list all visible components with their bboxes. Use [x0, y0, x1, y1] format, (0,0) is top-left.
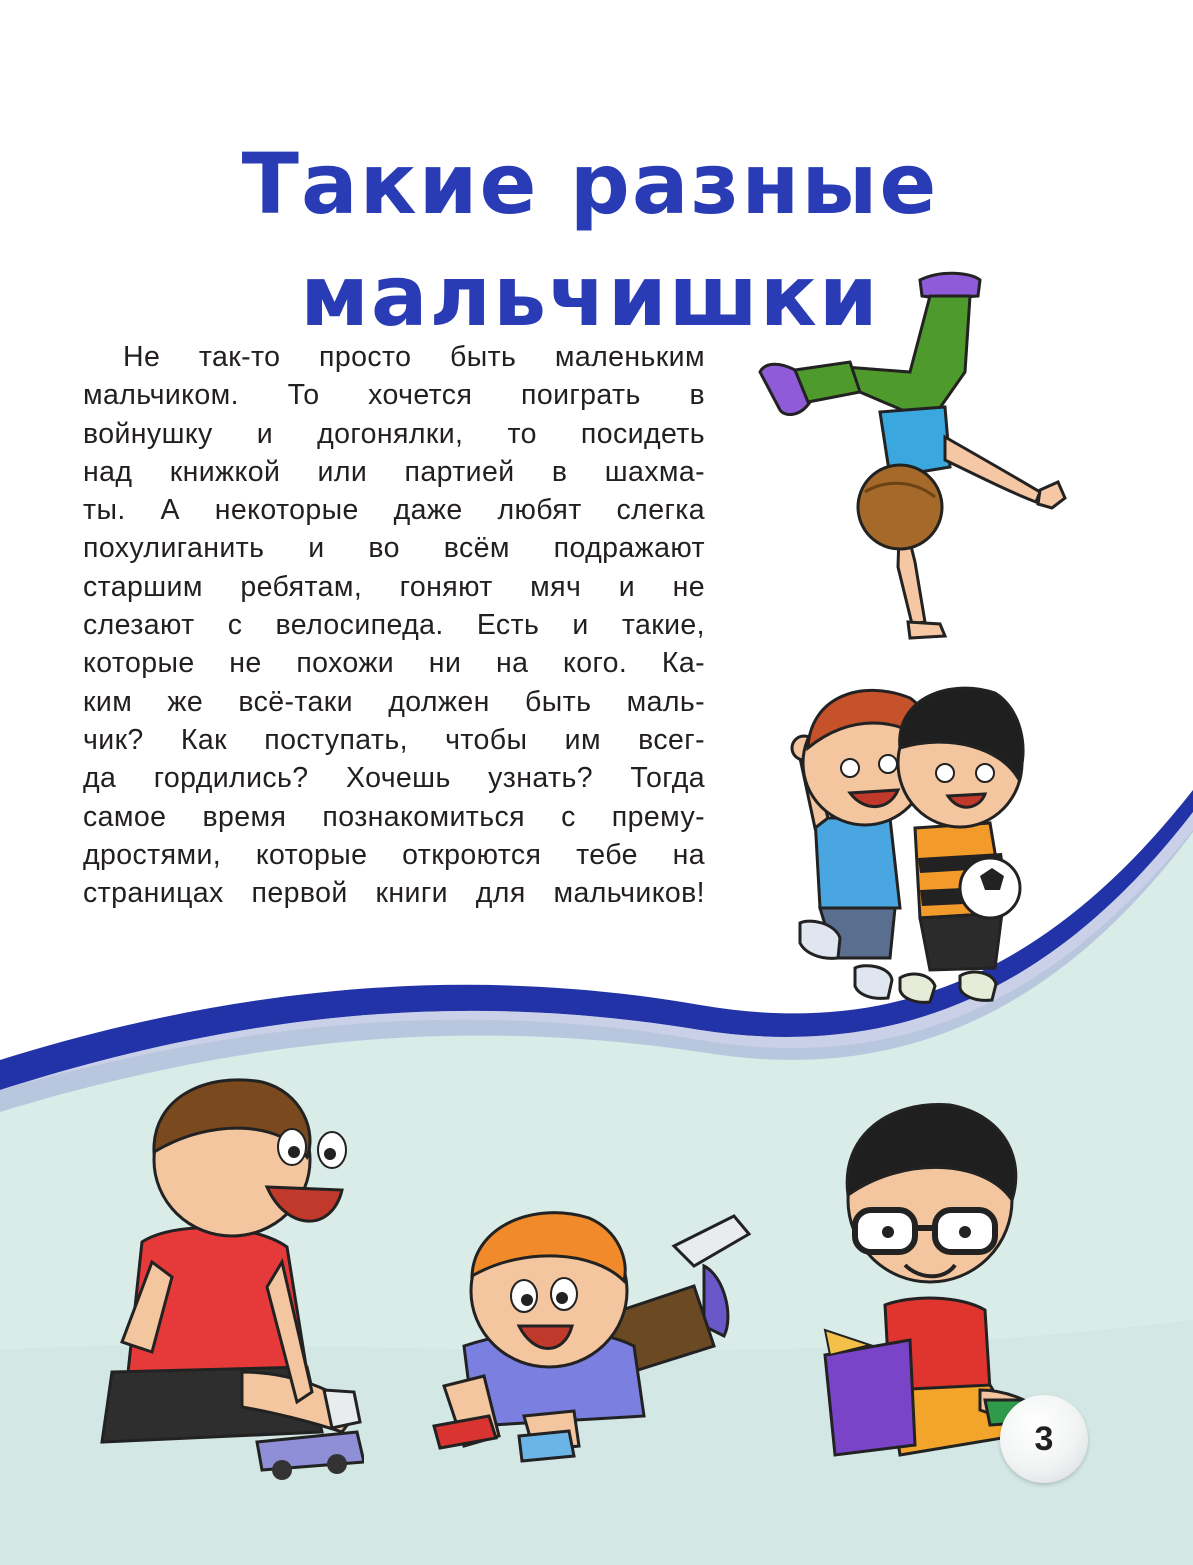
- boy-lying-with-cars-icon: [404, 1206, 754, 1474]
- intro-line: ты. А некоторые даже любят слегка: [83, 494, 705, 527]
- page-number-badge: [1000, 1395, 1088, 1483]
- intro-line: да гордились? Хочешь узнать? Тогда: [83, 762, 705, 795]
- boy-sitting-with-car-icon: [92, 1072, 364, 1484]
- boy-handstand-icon: [740, 262, 1080, 652]
- title-line-1: Такие разные: [241, 135, 939, 233]
- intro-paragraph: [83, 338, 705, 912]
- title-line-2: мальчишки: [300, 247, 880, 345]
- intro-line: ким же всё-таки должен быть маль-: [83, 685, 705, 718]
- intro-line: мальчиком. То хочется поиграть в: [83, 379, 705, 412]
- intro-line: страницах первой книги для мальчиков!: [83, 877, 705, 910]
- two-boys-with-ball-icon: [780, 668, 1040, 1010]
- intro-line: которые не похожи ни на кого. Ка-: [83, 647, 705, 680]
- intro-line: старшим ребятам, гоняют мяч и не: [83, 570, 705, 603]
- intro-line: чик? Как поступать, чтобы им всег-: [83, 723, 705, 756]
- intro-line: Не так-то просто быть маленьким: [123, 341, 705, 373]
- intro-line: похулиганить и во всём подражают: [83, 532, 705, 565]
- intro-line: дростями, которые откроются тебе на: [83, 838, 705, 871]
- intro-line: самое время познакомиться с прему-: [83, 800, 705, 833]
- intro-line: над книжкой или партией в шахма-: [83, 455, 705, 488]
- page-number: 3: [1034, 1420, 1054, 1458]
- intro-line: слезают с велосипеда. Есть и такие,: [83, 609, 705, 642]
- intro-line: войнушку и догонялки, то посидеть: [83, 417, 705, 450]
